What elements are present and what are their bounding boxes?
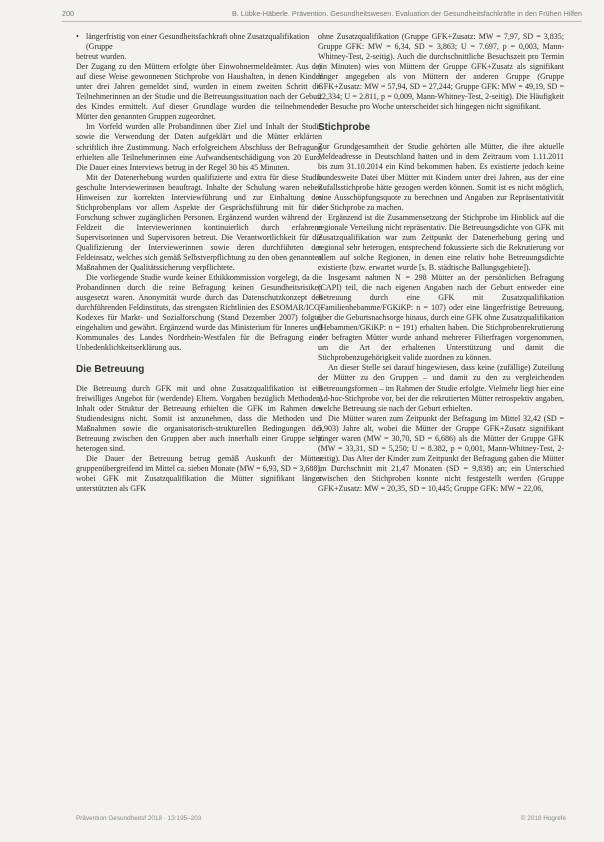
section-heading-stichprobe: Stichprobe [318, 122, 371, 134]
body-paragraph: Die vorliegende Studie wurde keiner Ethikkommission vorgelegt, da die Probandinnen durch die reine Befragung keinen Gesundheitsrisiken ausgesetzt waren. Anonymität wurde durch das Datenschutzkonzept des durchführenden Feldinstituts, das strengsten Richtlinien des ESOMAR/ICC-Kodexes für Markt- und Sozialforschung (Stand Dezember 2007) folgte, eingehalten und gewährt. Ergänzend wurde das Ministerium für Inneres und Kommunales des Landes Nordrhein-Westfalen für die Befragung eine Unbedenklichkeitserklärung aus. [76, 273, 322, 353]
body-paragraph: Die Dauer der Betreuung betrug gemäß Auskunft der Mütter gruppenübergreifend im Mittel ca. sieben Monate (MW = 6,93, SD = 3,688), wobei GFK mit Zusatzqualifikation die Mütter signifikant länger unterstützten als GFK [76, 453, 323, 493]
footer-copyright: © 2018 Hogrefe [520, 815, 566, 822]
body-paragraph: Mit der Datenerhebung wurden qualifizierte und extra für diese Studie geschulte Interviewerinnen beauftragt. Inhalte der Schulung waren neben Hinweisen zur korrekten Interviewführung und zur Einhaltung des Stichprobenplans vor allem Aspekte der Gesprächsführung mit für die Forschung schwer zugänglichen Personen. Ergänzend wurden während der Feldzeit die Interviewerinnen kontinuierlich durch erfahrene Supervisorinnen und Supervisoren betreut. Die Verantwortlichkeit für die Qualifizierung der Interviewerinnen sowie deren durchführten des Feldeinsatz, welches sich gemäß Selbstverpflichtung zu den oben genannten Maßnahmen der Qualitätssicherung verpflichtete. [76, 172, 322, 273]
page-footer [76, 815, 566, 825]
right-column [318, 32, 564, 494]
running-title: B. Lübke-Häberle. Prävention. Gesundheitswesen. Evaluation der Gesundheitsfachkräfte in den Frühen Hilfen [232, 9, 582, 18]
running-header [62, 7, 582, 22]
bullet-text: längerfristig von einer Gesundheitsfachkraft ohne Zusatzqualifikation (Gruppe [86, 32, 310, 52]
bullet-tail: betreut wurden. [76, 52, 127, 62]
left-column [76, 32, 322, 494]
footer-citation: Prävention Gesundheitsf 2018 · 13:195–203 [76, 815, 202, 822]
page-number: 200 [62, 9, 74, 18]
body-paragraph: An dieser Stelle sei darauf hingewiesen, dass keine (zufällige) Zuteilung der Mütter zu den Gruppen – und damit zu den zu vergleichenden Betreuungsformen – im Rahmen der Studie erfolgte. Vielmehr liegt hier eine Ad-hoc-Stichprobe vor, bei der die rekrutierten Mütter retrospektiv angaben, welche Betreuung sie nach der Geburt erhielten. [318, 363, 564, 413]
body-paragraph: Im Vorfeld wurden alle Probandinnen über Ziel und Inhalt der Studie sowie die Verwendung der Daten aufgeklärt und die Mütter erklärten schriftlich ihre Zustimmung. Nach erfolgreichem Abschluss der Befragung erhielten alle Teilnehmerinnen eine Aufwandsentschädigung von 20 Euro. Die Dauer eines Interviews betrug in der Regel 30 bis 45 Minuten. [76, 122, 322, 172]
body-paragraph: Insgesamt nahmen N = 298 Mütter an der persönlichen Befragung (CAPI) teil, die nach eigenen Angaben nach der Geburt entweder eine Betreuung durch eine GFK mit Zusatzqualifikation (Familienhebamme/FGKiKP: n = 107) oder eine längerfristige Betreuung, über die Geburtsnachsorge hinaus, durch eine GFK ohne Zusatzqualifikation (Hebammen/GKiKP: n = 191) erhalten haben. Die Stichprobenrekrutierung der befragten Mütter wurde anhand mehrerer Filterfragen vorgenommen, um die Art der erhaltenen Unterstützung und damit die Stichprobenzugehörigkeit valide zuordnen zu können. [318, 272, 564, 363]
body-paragraph: Die Mütter waren zum Zeitpunkt der Befragung im Mittel 32,42 (SD = 5,903) Jahre alt, wobei die Mütter der Gruppe GFK+Zusatz signifikant jünger waren (MW = 30,70, SD = 6,686) als die Mütter der Gruppe GFK (MW = 33,31, SD = 5,250; U = 8.382, p = 0,001, Mann-Whitney-Test, 2-seitig). Das Alter der Kinder zum Zeitpunkt der Befragung gaben die Mütter im Durchschnitt mit 21,47 Monaten (SD = 9,838) an; ein Unterschied zwischen den Stichproben konnte nicht festgestellt werden (Gruppe GFK+Zusatz: MW = 20,35, SD = 10,445; Gruppe GFK: MW = 22,06, [318, 413, 564, 493]
body-paragraph: Ergänzend ist die Zusammensetzung der Stichprobe im Hinblick auf die regionale Verteilung nicht repräsentativ. Die Betreuungsdichte von GFK mit Zusatzqualifikation war zum Zeitpunkt der Datenerhebung gering und regional sehr heterogen, entsprechend fokussierte sich die Rekrutierung vor allem auf solche Regionen, in denen eine relativ hohe Betreuungsdichte existierte (bzw. erwartet wurde [s. B. städtische Ballungsgebiete]). [318, 212, 564, 272]
bullet-marker: • [76, 32, 79, 41]
body-paragraph: Die Betreuung durch GFK mit und ohne Zusatzqualifikation ist ein freiwilliges Angebot für (werdende) Eltern. Vorgaben bezüglich Methoden, Inhalt oder Struktur der Betreuung erhielten die GFK im Rahmen des Studiendesigns nicht. Somit ist anzunehmen, dass die Methoden und Maßnahmen sowie die organisatorisch-strukturellen Bedingungen der Betreuung zwischen den Gruppen aber auch innerhalb einer Gruppe sehr heterogen sind. [76, 383, 322, 453]
body-paragraph: Der Zugang zu den Müttern erfolgte über Einwohnermeldeämter. Aus der auf diese Weise gewonnenen Stichprobe von Haushalten, in denen Kinder unter drei Jahren gemeldet sind, wurden in einem zweiten Schritt die Teilnehmerinnen an der Studie und die Betreuungssituation nach der Geburt des Kindes ermittelt. Auf dieser Grundlage wurden die teilnehmenden Mütter den genannten Gruppen zugeordnet. [76, 62, 322, 122]
body-paragraph: Zur Grundgesamtheit der Studie gehörten alle Mütter, die ihre aktuelle Meldeadresse in Deutschland hatten und in dem Zeitraum vom 1.11.2011 bis zum 31.10.2014 ein Kind bekommen haben. Es existierte jedoch keine bundesweite Datei über Mütter mit Kindern unter drei Jahren, aus der eine Zufallsstichprobe hätte gezogen werden können. Somit ist es nicht möglich, eine Ausschöpfungsquote zu berechnen und Angaben zur Repräsentativität der Stichprobe zu machen. [318, 142, 564, 212]
criteria-bullet [76, 32, 322, 52]
body-paragraph: ohne Zusatzqualifikation (Gruppe GFK+Zusatz: MW = 7,97, SD = 3,835; Gruppe GFK: MW = 6,34, SD = 3,863; U = 7.697, p = 0,003, Mann-Whitney-Test, 2-seitig). Auch die durchschnittliche Besuchszeit pro Termin (in Minuten) wies von Müttern der Gruppe GFK+Zusatz als signifikant länger angegeben als von Müttern der anderen Gruppe (Gruppe GFK+Zusatz: MW = 57,94, SD = 27,244; Gruppe GFK: MW = 49,19, SD = 22,334; U = 2.811, p = 0,009, Mann-Whitney-Test, 2-seitig). Die Häufigkeit der Besuche pro Woche unterscheidet sich hingegen nicht signifikant. [318, 32, 564, 112]
section-heading-betreuung: Die Betreuung [76, 363, 145, 375]
